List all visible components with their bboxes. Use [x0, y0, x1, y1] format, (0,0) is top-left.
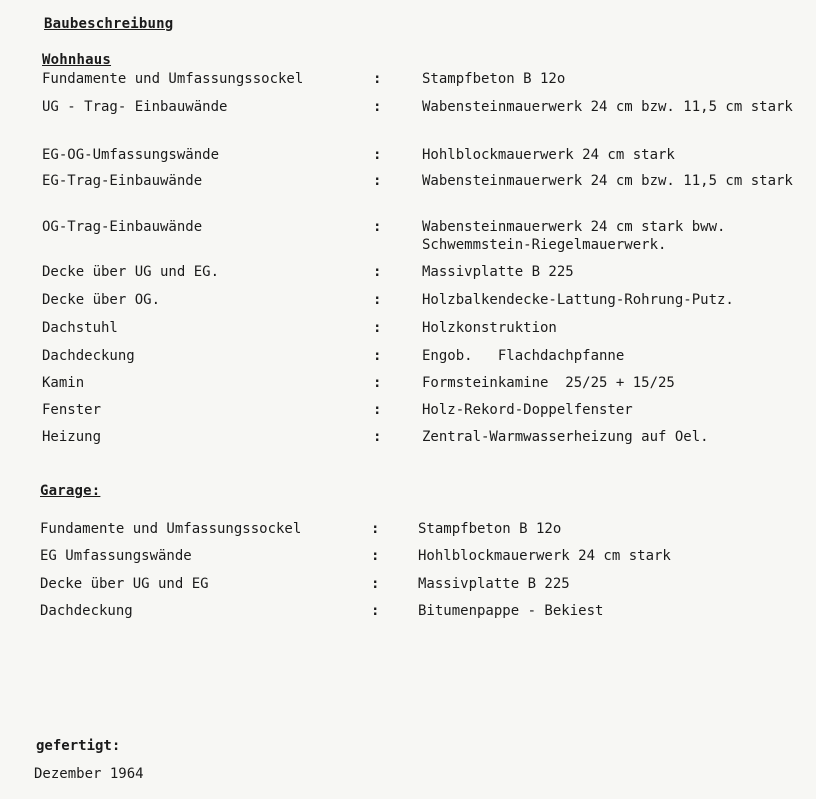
spec-separator: :	[373, 375, 382, 391]
spec-separator: :	[371, 603, 380, 619]
spec-value: Hohlblockmauerwerk 24 cm stark	[422, 147, 675, 163]
spec-separator: :	[373, 348, 382, 364]
spec-separator: :	[371, 548, 380, 564]
spec-separator: :	[371, 521, 380, 537]
spec-value: Hohlblockmauerwerk 24 cm stark	[418, 548, 671, 564]
spec-label: EG-Trag-Einbauwände	[42, 173, 203, 189]
spec-value: Wabensteinmauerwerk 24 cm bzw. 11,5 cm stark	[422, 99, 793, 115]
spec-label: OG-Trag-Einbauwände	[42, 219, 203, 235]
spec-label: Heizung	[42, 429, 102, 445]
spec-separator: :	[373, 429, 382, 445]
footer-label: gefertigt:	[36, 738, 121, 754]
section-heading-garage: Garage:	[40, 483, 101, 499]
spec-separator: :	[373, 99, 382, 115]
document-title: Baubeschreibung	[44, 16, 174, 32]
spec-separator: :	[373, 264, 382, 280]
spec-value: Massivplatte B 225	[418, 576, 570, 592]
spec-value: Holzbalkendecke-Lattung-Rohrung-Putz.	[422, 292, 734, 308]
spec-label: Fenster	[42, 402, 102, 418]
spec-label: Decke über UG und EG	[40, 576, 209, 592]
spec-label: Fundamente und Umfassungssockel	[40, 521, 302, 537]
spec-label: Decke über UG und EG.	[42, 264, 220, 280]
spec-separator: :	[371, 576, 380, 592]
spec-separator: :	[373, 71, 382, 87]
spec-separator: :	[373, 292, 382, 308]
spec-value: Engob. Flachdachpfanne	[422, 348, 625, 364]
spec-value: Holz-Rekord-Doppelfenster	[422, 402, 633, 418]
spec-value: Bitumenpappe - Bekiest	[418, 603, 604, 619]
spec-label: Dachdeckung	[40, 603, 133, 619]
spec-value: Zentral-Warmwasserheizung auf Oel.	[422, 429, 709, 445]
section-heading-wohnhaus: Wohnhaus	[42, 52, 112, 68]
spec-label: Fundamente und Umfassungssockel	[42, 71, 304, 87]
spec-value: Stampfbeton B 12o	[418, 521, 562, 537]
spec-value: Formsteinkamine 25/25 + 15/25	[422, 375, 675, 391]
footer-date: Dezember 1964	[34, 766, 144, 782]
spec-label: EG Umfassungswände	[40, 548, 192, 564]
spec-value: Stampfbeton B 12o	[422, 71, 566, 87]
spec-separator: :	[373, 147, 382, 163]
spec-value: Holzkonstruktion	[422, 320, 557, 336]
spec-label: Dachstuhl	[42, 320, 118, 336]
spec-label: EG-OG-Umfassungswände	[42, 147, 220, 163]
spec-label: Kamin	[42, 375, 85, 391]
spec-value: Wabensteinmauerwerk 24 cm stark bww. Schwemmstein-Riegelmauerwerk.	[422, 219, 726, 253]
spec-separator: :	[373, 320, 382, 336]
spec-value: Wabensteinmauerwerk 24 cm bzw. 11,5 cm stark	[422, 173, 793, 189]
spec-separator: :	[373, 219, 382, 235]
spec-separator: :	[373, 402, 382, 418]
spec-value: Massivplatte B 225	[422, 264, 574, 280]
spec-separator: :	[373, 173, 382, 189]
spec-label: Dachdeckung	[42, 348, 135, 364]
spec-label: UG - Trag- Einbauwände	[42, 99, 228, 115]
spec-label: Decke über OG.	[42, 292, 161, 308]
